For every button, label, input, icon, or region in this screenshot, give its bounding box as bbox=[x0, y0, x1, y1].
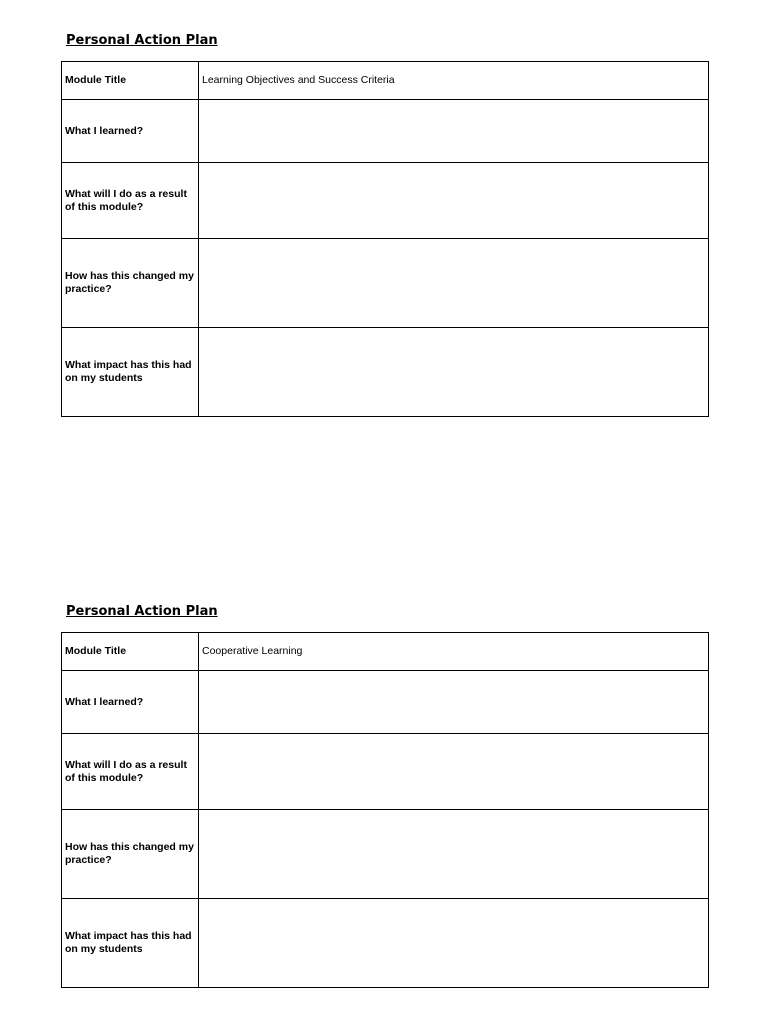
table-row bbox=[62, 163, 709, 239]
label-text: How has this changed my practice? bbox=[65, 270, 194, 295]
label-text: What I learned? bbox=[65, 695, 144, 708]
row-label-impact-students bbox=[62, 328, 199, 417]
label-text: What impact has this had on my students bbox=[65, 359, 192, 384]
row-label-what-learned bbox=[62, 671, 199, 734]
label-text: Module Title bbox=[65, 74, 127, 86]
table-row bbox=[62, 899, 709, 988]
plan-heading: Personal Action Plan bbox=[66, 604, 218, 619]
label-text: What impact has this had on my students bbox=[65, 930, 192, 955]
table-row bbox=[62, 62, 709, 100]
row-label-impact-students bbox=[62, 899, 199, 988]
impact-students-value[interactable] bbox=[199, 899, 709, 988]
changed-practice-value[interactable] bbox=[199, 239, 709, 328]
module-title-value[interactable]: Learning Objectives and Success Criteria bbox=[199, 62, 709, 100]
row-label-what-will-i-do bbox=[62, 163, 199, 239]
table-row bbox=[62, 239, 709, 328]
table-row bbox=[62, 633, 709, 671]
row-label-changed-practice bbox=[62, 810, 199, 899]
label-text: What will I do as a result of this module? bbox=[65, 187, 187, 213]
label-text: How has this changed my practice? bbox=[65, 841, 194, 866]
row-label-what-will-i-do bbox=[62, 734, 199, 810]
table-row bbox=[62, 671, 709, 734]
what-will-i-do-value[interactable] bbox=[199, 163, 709, 239]
changed-practice-value[interactable] bbox=[199, 810, 709, 899]
what-learned-value[interactable] bbox=[199, 671, 709, 734]
row-label-changed-practice bbox=[62, 239, 199, 328]
action-plan-table bbox=[61, 61, 709, 417]
what-will-i-do-value[interactable] bbox=[199, 734, 709, 810]
row-label-module-title bbox=[62, 62, 199, 100]
row-label-module-title bbox=[62, 633, 199, 671]
label-text: Module Title bbox=[65, 645, 127, 657]
table-row bbox=[62, 734, 709, 810]
label-text: What will I do as a result of this module? bbox=[65, 758, 187, 784]
table-row bbox=[62, 328, 709, 417]
table-row bbox=[62, 810, 709, 899]
table-row bbox=[62, 100, 709, 163]
action-plan-table bbox=[61, 632, 709, 988]
what-learned-value[interactable] bbox=[199, 100, 709, 163]
impact-students-value[interactable] bbox=[199, 328, 709, 417]
label-text: What I learned? bbox=[65, 124, 144, 137]
row-label-what-learned bbox=[62, 100, 199, 163]
plan-heading: Personal Action Plan bbox=[66, 33, 218, 48]
module-title-value[interactable]: Cooperative Learning bbox=[199, 633, 709, 671]
